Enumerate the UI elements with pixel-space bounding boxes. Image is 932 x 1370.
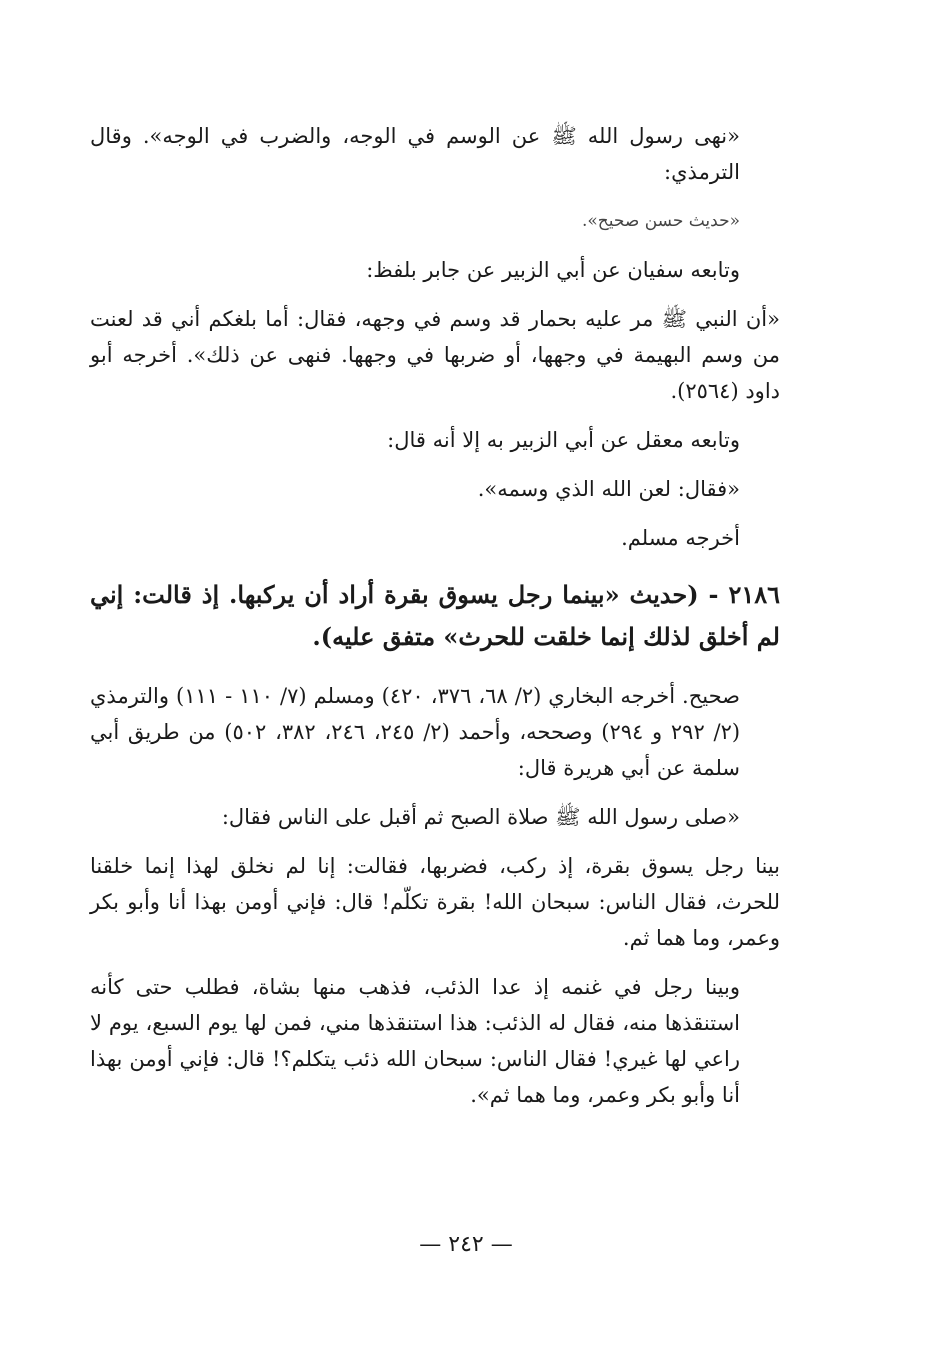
paragraph-tirmidhi-grading: «حديث حسن صحيح». xyxy=(582,211,740,231)
paragraph-curse-quote: «فقال: لعن الله الذي وسمه». xyxy=(477,477,740,501)
paragraph-donkey-hadith: «أن النبي ﷺ مر عليه بحمار قد وسم في وجهه، فقال: أما بلغكم أني قد لعنت من وسم البهيمة في وجهها، أو ضربها في وجهها. فنهى عن ذلك». أخرجه أبو داود (٢٥٦٤). xyxy=(90,307,780,403)
paragraph-prayer-quote: «صلى رسول الله ﷺ صلاة الصبح ثم أقبل على الناس فقال: xyxy=(221,805,740,829)
paragraph-takhrij: صحيح. أخرجه البخاري (٢/ ٦٨، ٣٧٦، ٤٢٠) ومسلم (٧/ ١١٠ - ١١١) والترمذي (٢/ ٢٩٢ و ٢٩٤) وصححه، وأحمد (٢/ ٢٤٥، ٢٤٦، ٣٨٢، ٥٠٢) من طريق أبي سلمة عن أبي هريرة قال: xyxy=(90,684,741,780)
paragraph-cow-story: بينا رجل يسوق بقرة، إذ ركب، فضربها، فقالت: إنا لم نخلق لهذا إنما خلقنا للحرث، فقال الناس: سبحان الله! بقرة تكلّم! قال: فإني أومن بهذا أنا وأبو بكر وعمر، وما هما ثم. xyxy=(90,854,780,950)
paragraph-muslim-reference: أخرجه مسلم. xyxy=(621,526,740,550)
paragraph-maqil-narration: وتابعه معقل عن أبي الزبير به إلا أنه قال: xyxy=(387,428,740,452)
paragraph-prohibition-hadith: «نهى رسول الله ﷺ عن الوسم في الوجه، والضرب في الوجه». وقال الترمذي: xyxy=(90,124,740,184)
paragraph-wolf-story: وبينا رجل في غنمه إذ عدا الذئب، فذهب منها بشاة، فطلب حتى كأنه استنقذها منه، فقال له الذئب: هذا استنقذها مني، فمن لها يوم السبع، يوم لا راعي لها غيري! فقال الناس: سبحان الله ذئب يتكلم؟! قال: فإني أومن بهذا أنا وأبو بكر وعمر، وما هما ثم». xyxy=(90,975,740,1107)
paragraph-sufyan-narration: وتابعه سفيان عن أبي الزبير عن جابر بلفظ: xyxy=(366,258,740,282)
hadith-2186-heading: ٢١٨٦ - (حديث «بينما رجل يسوق بقرة أراد أن يركبها. إذ قالت: إني لم أخلق لذلك إنما خلقت للحرث» متفق عليه). xyxy=(90,580,780,651)
page-body xyxy=(90,118,780,1126)
page-number: — ٢٤٢ — xyxy=(419,1232,513,1257)
